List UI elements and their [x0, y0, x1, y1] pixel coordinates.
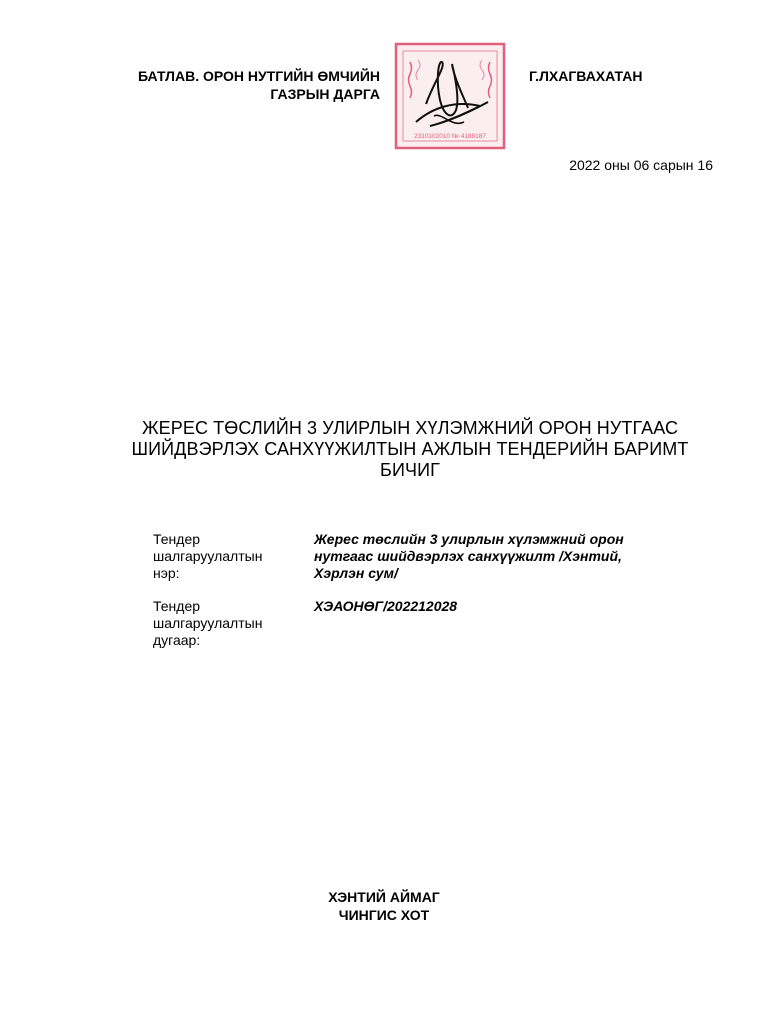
tender-name-value-line2: нутгаас шийдвэрлэх санхүүжилт /Хэнтий,	[314, 548, 622, 564]
stamp-and-signature	[394, 42, 506, 150]
tender-name-value	[314, 531, 673, 582]
document-footer	[0, 888, 768, 924]
approval-position-line1: БАТЛАВ. ОРОН НУТГИЙН ӨМЧИЙН	[138, 68, 380, 84]
tender-number-row	[153, 598, 673, 649]
stamp-number: 2310102010 № 4188187	[413, 133, 487, 140]
document-title-line3: БИЧИГ	[380, 460, 440, 480]
document-title-line1: ЖЕРЕС ТӨСЛИЙН 3 УЛИРЛЫН ХҮЛЭМЖНИЙ ОРОН НУТГААС	[141, 418, 679, 438]
footer-city: ЧИНГИС ХОТ	[338, 907, 430, 923]
tender-name-label-line3: нэр:	[153, 565, 180, 581]
tender-number-label	[153, 598, 283, 649]
stamp-image	[394, 42, 506, 150]
tender-details	[153, 531, 673, 665]
tender-number-label-line2: шалгаруулалтын	[153, 615, 263, 631]
approval-position	[100, 67, 380, 103]
approver-name: Г.ЛХАГВАХАТАН	[529, 68, 643, 84]
tender-name-label-line2: шалгаруулалтын	[153, 548, 263, 564]
tender-number-value-line1: ХЭАОНӨГ/202212028	[314, 598, 458, 614]
tender-number-label-line1: Тендер	[153, 598, 201, 614]
tender-number-value	[314, 598, 673, 649]
tender-name-value-line3: Хэрлэн сум/	[314, 565, 398, 581]
tender-name-label-line1: Тендер	[153, 531, 201, 547]
tender-name-value-line1: Жерес төслийн 3 улирлын хүлэмжний орон	[314, 531, 624, 547]
tender-name-row	[153, 531, 673, 582]
approval-position-line2: ГАЗРЫН ДАРГА	[270, 86, 380, 102]
document-title-line2: ШИЙДВЭРЛЭХ САНХҮҮЖИЛТЫН АЖЛЫН ТЕНДЕРИЙН БАРИМТ	[131, 439, 689, 459]
tender-number-label-line3: дугаар:	[153, 632, 201, 648]
document-date: 2022 оны 06 сарын 16	[569, 157, 713, 173]
document-title	[110, 418, 710, 481]
footer-province: ХЭНТИЙ АЙМАГ	[328, 889, 440, 905]
tender-name-label	[153, 531, 283, 582]
